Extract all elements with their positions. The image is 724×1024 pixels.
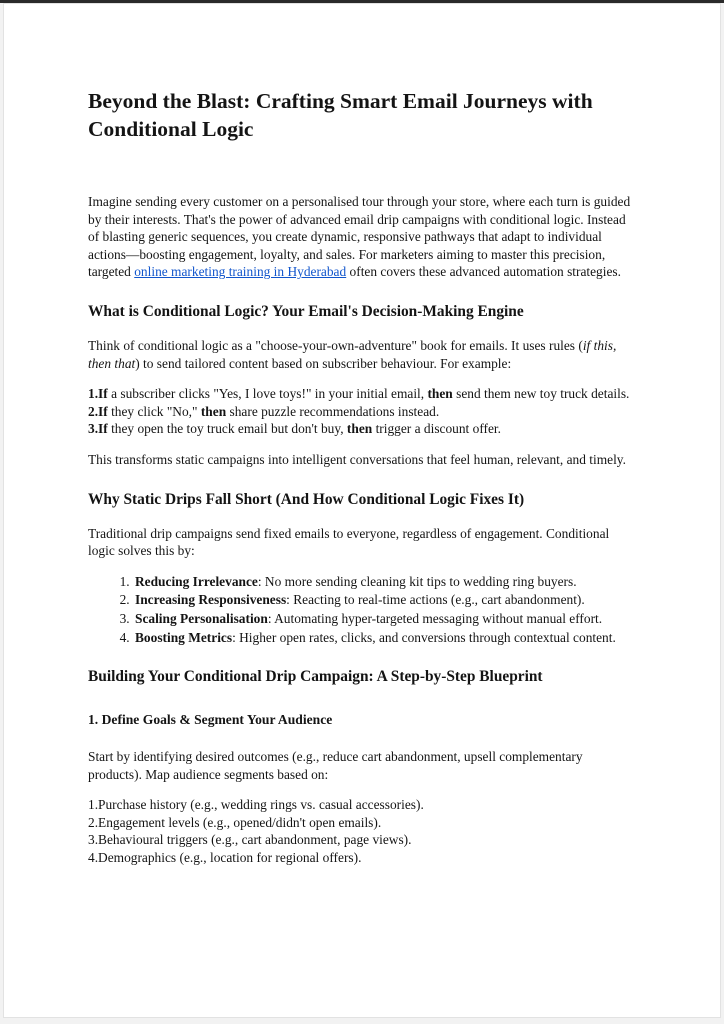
rule-lead: 3.If — [88, 421, 108, 437]
rule-then: then — [346, 421, 373, 437]
conditional-logic-paragraph — [88, 337, 636, 372]
section-heading-why-static-drips: Why Static Drips Fall Short (And How Conditional Logic Fixes It) — [88, 490, 525, 508]
intro-paragraph — [88, 193, 636, 281]
benefit-desc: : Higher open rates, clicks, and conversions through contextual content. — [232, 629, 616, 645]
segment-item: 2.Engagement levels (e.g., opened/didn't open emails). — [88, 814, 382, 830]
segment-item: 1.Purchase history (e.g., wedding rings vs. casual accessories). — [88, 797, 424, 813]
segment-item: 3.Behavioural triggers (e.g., cart abandonment, page views). — [88, 832, 412, 848]
benefit-item — [133, 573, 636, 591]
rule-item — [88, 420, 636, 438]
rule-then: then — [200, 403, 227, 419]
document-page — [3, 3, 721, 1018]
rule-text: they open the toy truck email but don't buy, — [107, 421, 347, 437]
rule-lead: 1.If — [88, 386, 108, 402]
conditional-logic-italic: if this, then that — [88, 337, 617, 371]
benefit-desc: : Automating hyper-targeted messaging without manual effort. — [267, 610, 603, 626]
benefit-item — [133, 591, 636, 609]
section-heading-building-campaign: Building Your Conditional Drip Campaign: A Step-by-Step Blueprint — [88, 668, 543, 686]
section2-paragraph: Traditional drip campaigns send fixed emails to everyone, regardless of engagement. Conditional logic solves this by: — [88, 525, 610, 559]
link-online-marketing-training[interactable]: online marketing training in Hyderabad — [134, 264, 347, 280]
article-content — [4, 4, 720, 867]
benefit-term: Boosting Metrics — [135, 629, 233, 645]
segment-item: 4.Demographics (e.g., location for regional offers). — [88, 850, 362, 866]
rule-then: then — [427, 386, 453, 402]
benefit-desc: : No more sending cleaning kit tips to wedding ring buyers. — [257, 573, 577, 589]
benefits-list — [88, 573, 636, 646]
section3-paragraph: Start by identifying desired outcomes (e.g., reduce cart abandonment, upsell complementary products). Map audience segments based on: — [88, 749, 583, 782]
rules-list — [88, 385, 636, 438]
article-title: Beyond the Blast: Crafting Smart Email Journeys with Conditional Logic — [88, 89, 593, 141]
conditional-logic-text-2: ) to send tailored content based on subscriber behaviour. For example: — [135, 355, 512, 371]
conditional-logic-text-1: Think of conditional logic as a "choose-your-own-adventure" book for emails. It uses rules ( — [88, 337, 583, 353]
rule-item — [88, 385, 636, 403]
segments-list — [88, 796, 636, 866]
rule-rest: share puzzle recommendations instead. — [226, 403, 440, 419]
rule-lead: 2.If — [88, 403, 108, 419]
rule-rest: trigger a discount offer. — [372, 421, 502, 437]
subheading-define-goals: 1. Define Goals & Segment Your Audience — [88, 712, 333, 728]
benefit-item — [133, 629, 636, 647]
intro-text-before-link: Imagine sending every customer on a personalised tour through your store, where each turn is guided by their interests. That's the power of advanced email drip campaigns with conditional logic. Instead of blasting generic sequences, you create dynamic, responsive pathways that adapt to individual actions—boosting engagement, loyalty, and sales. For marketers aiming to master this precision, targeted — [88, 194, 631, 280]
rule-text: a subscriber clicks "Yes, I love toys!" in your initial email, — [107, 386, 428, 402]
intro-text-after-link: often covers these advanced automation strategies. — [346, 264, 621, 280]
rule-rest: send them new toy truck details. — [452, 386, 630, 402]
rule-text: they click "No," — [107, 403, 201, 419]
benefit-term: Scaling Personalisation — [135, 610, 268, 626]
benefit-item — [133, 610, 636, 628]
section-heading-what-is-conditional-logic: What is Conditional Logic? Your Email's Decision-Making Engine — [88, 302, 524, 320]
benefit-term: Increasing Responsiveness — [135, 592, 287, 608]
section1-closing-paragraph: This transforms static campaigns into intelligent conversations that feel human, relevant, and timely. — [88, 451, 626, 467]
rule-item — [88, 403, 636, 421]
benefit-desc: : Reacting to real-time actions (e.g., cart abandonment). — [286, 592, 585, 608]
benefit-term: Reducing Irrelevance — [135, 573, 258, 589]
